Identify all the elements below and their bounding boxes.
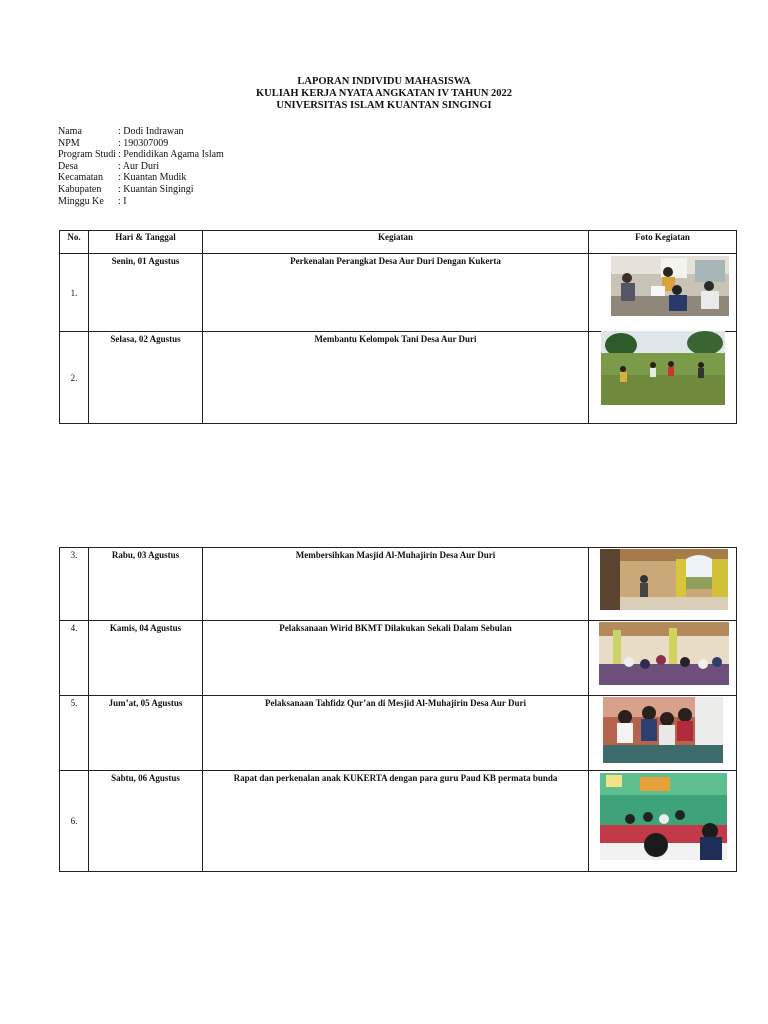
- info-label: Desa: [58, 160, 78, 172]
- row-number: 2.: [60, 332, 89, 424]
- info-value: : Pendidikan Agama Islam: [118, 149, 224, 161]
- photo-women-gathering: [599, 622, 729, 685]
- row-number: 6.: [60, 771, 89, 872]
- row-activity: Membantu Kelompok Tani Desa Aur Duri: [203, 332, 589, 424]
- row-photo-cell: [589, 332, 737, 424]
- info-row-kecamatan: [58, 172, 224, 184]
- info-label: Nama: [58, 126, 82, 137]
- photo-meeting-room: [611, 256, 729, 316]
- row-photo-cell: [589, 696, 737, 771]
- info-label: NPM: [58, 137, 80, 149]
- row-day: Rabu, 03 Agustus: [89, 548, 203, 621]
- row-day: Jum’at, 05 Agustus: [89, 696, 203, 771]
- row-activity: Perkenalan Perangkat Desa Aur Duri Dengan Kukerta: [203, 254, 589, 332]
- table-header-row: [60, 231, 737, 254]
- row-activity: Pelaksanaan Tahfidz Qur’an di Mesjid Al-Muhajirin Desa Aur Duri: [203, 696, 589, 771]
- info-label: Minggu Ke: [58, 195, 104, 207]
- row-number: 4.: [60, 621, 89, 696]
- header-kegiatan: Kegiatan: [203, 231, 589, 254]
- info-value: : 190307009: [118, 137, 169, 149]
- header-hari-tanggal: Hari & Tanggal: [89, 231, 203, 254]
- row-photo-cell: [589, 548, 737, 621]
- row-day: Kamis, 04 Agustus: [89, 621, 203, 696]
- row-activity: Membersihkan Masjid Al-Muhajirin Desa Aur Duri: [203, 548, 589, 621]
- row-day: Sabtu, 06 Agustus: [89, 771, 203, 872]
- activity-table-part-2: [59, 547, 737, 872]
- row-number: 3.: [60, 548, 89, 621]
- info-row-npm: [58, 138, 224, 150]
- table-row: [60, 254, 737, 332]
- info-value: : Aur Duri: [118, 160, 160, 172]
- info-row-prodi: [58, 149, 224, 161]
- row-activity: Pelaksanaan Wirid BKMT Dilakukan Sekali Dalam Sebulan: [203, 621, 589, 696]
- row-photo-cell: [589, 621, 737, 696]
- table-row: [60, 696, 737, 771]
- title-line-3: UNIVERSITAS ISLAM KUANTAN SINGINGI: [276, 100, 492, 111]
- info-label: Kecamatan: [58, 172, 103, 184]
- photo-farm-field: [601, 331, 725, 405]
- info-row-desa: [58, 161, 224, 173]
- row-activity: Rapat dan perkenalan anak KUKERTA dengan para guru Paud KB permata bunda: [203, 771, 589, 872]
- row-number: 1.: [60, 254, 89, 332]
- table-row: [60, 548, 737, 621]
- info-value: : Dodi Indrawan: [118, 126, 184, 137]
- table-row: [60, 332, 737, 424]
- photo-children-group: [603, 697, 723, 763]
- activity-table-part-1: [59, 230, 737, 424]
- table-row: [60, 621, 737, 696]
- report-title: [0, 76, 768, 112]
- info-label: Kabupaten: [58, 183, 102, 195]
- table-row: [60, 771, 737, 872]
- row-photo-cell: [589, 771, 737, 872]
- row-day: Senin, 01 Agustus: [89, 254, 203, 332]
- header-no: No.: [60, 231, 89, 254]
- student-info: [58, 126, 224, 207]
- info-value: : I: [118, 195, 127, 207]
- title-line-1: LAPORAN INDIVIDU MAHASISWA: [297, 76, 471, 87]
- info-value: : Kuantan Singingi: [118, 183, 194, 195]
- row-number: 5.: [60, 696, 89, 771]
- title-line-2: KULIAH KERJA NYATA ANGKATAN IV TAHUN 2022: [255, 88, 513, 99]
- row-photo-cell: [589, 254, 737, 332]
- row-day: Selasa, 02 Agustus: [89, 332, 203, 424]
- info-row-minggu: [58, 196, 224, 208]
- photo-mosque-veranda: [600, 549, 728, 610]
- info-value: : Kuantan Mudik: [118, 172, 187, 184]
- info-row-nama: [58, 126, 224, 138]
- info-row-kabupaten: [58, 184, 224, 196]
- header-foto-kegiatan: Foto Kegiatan: [589, 231, 737, 254]
- photo-classroom-meeting: [600, 773, 727, 860]
- info-label: Program Studi: [58, 149, 117, 161]
